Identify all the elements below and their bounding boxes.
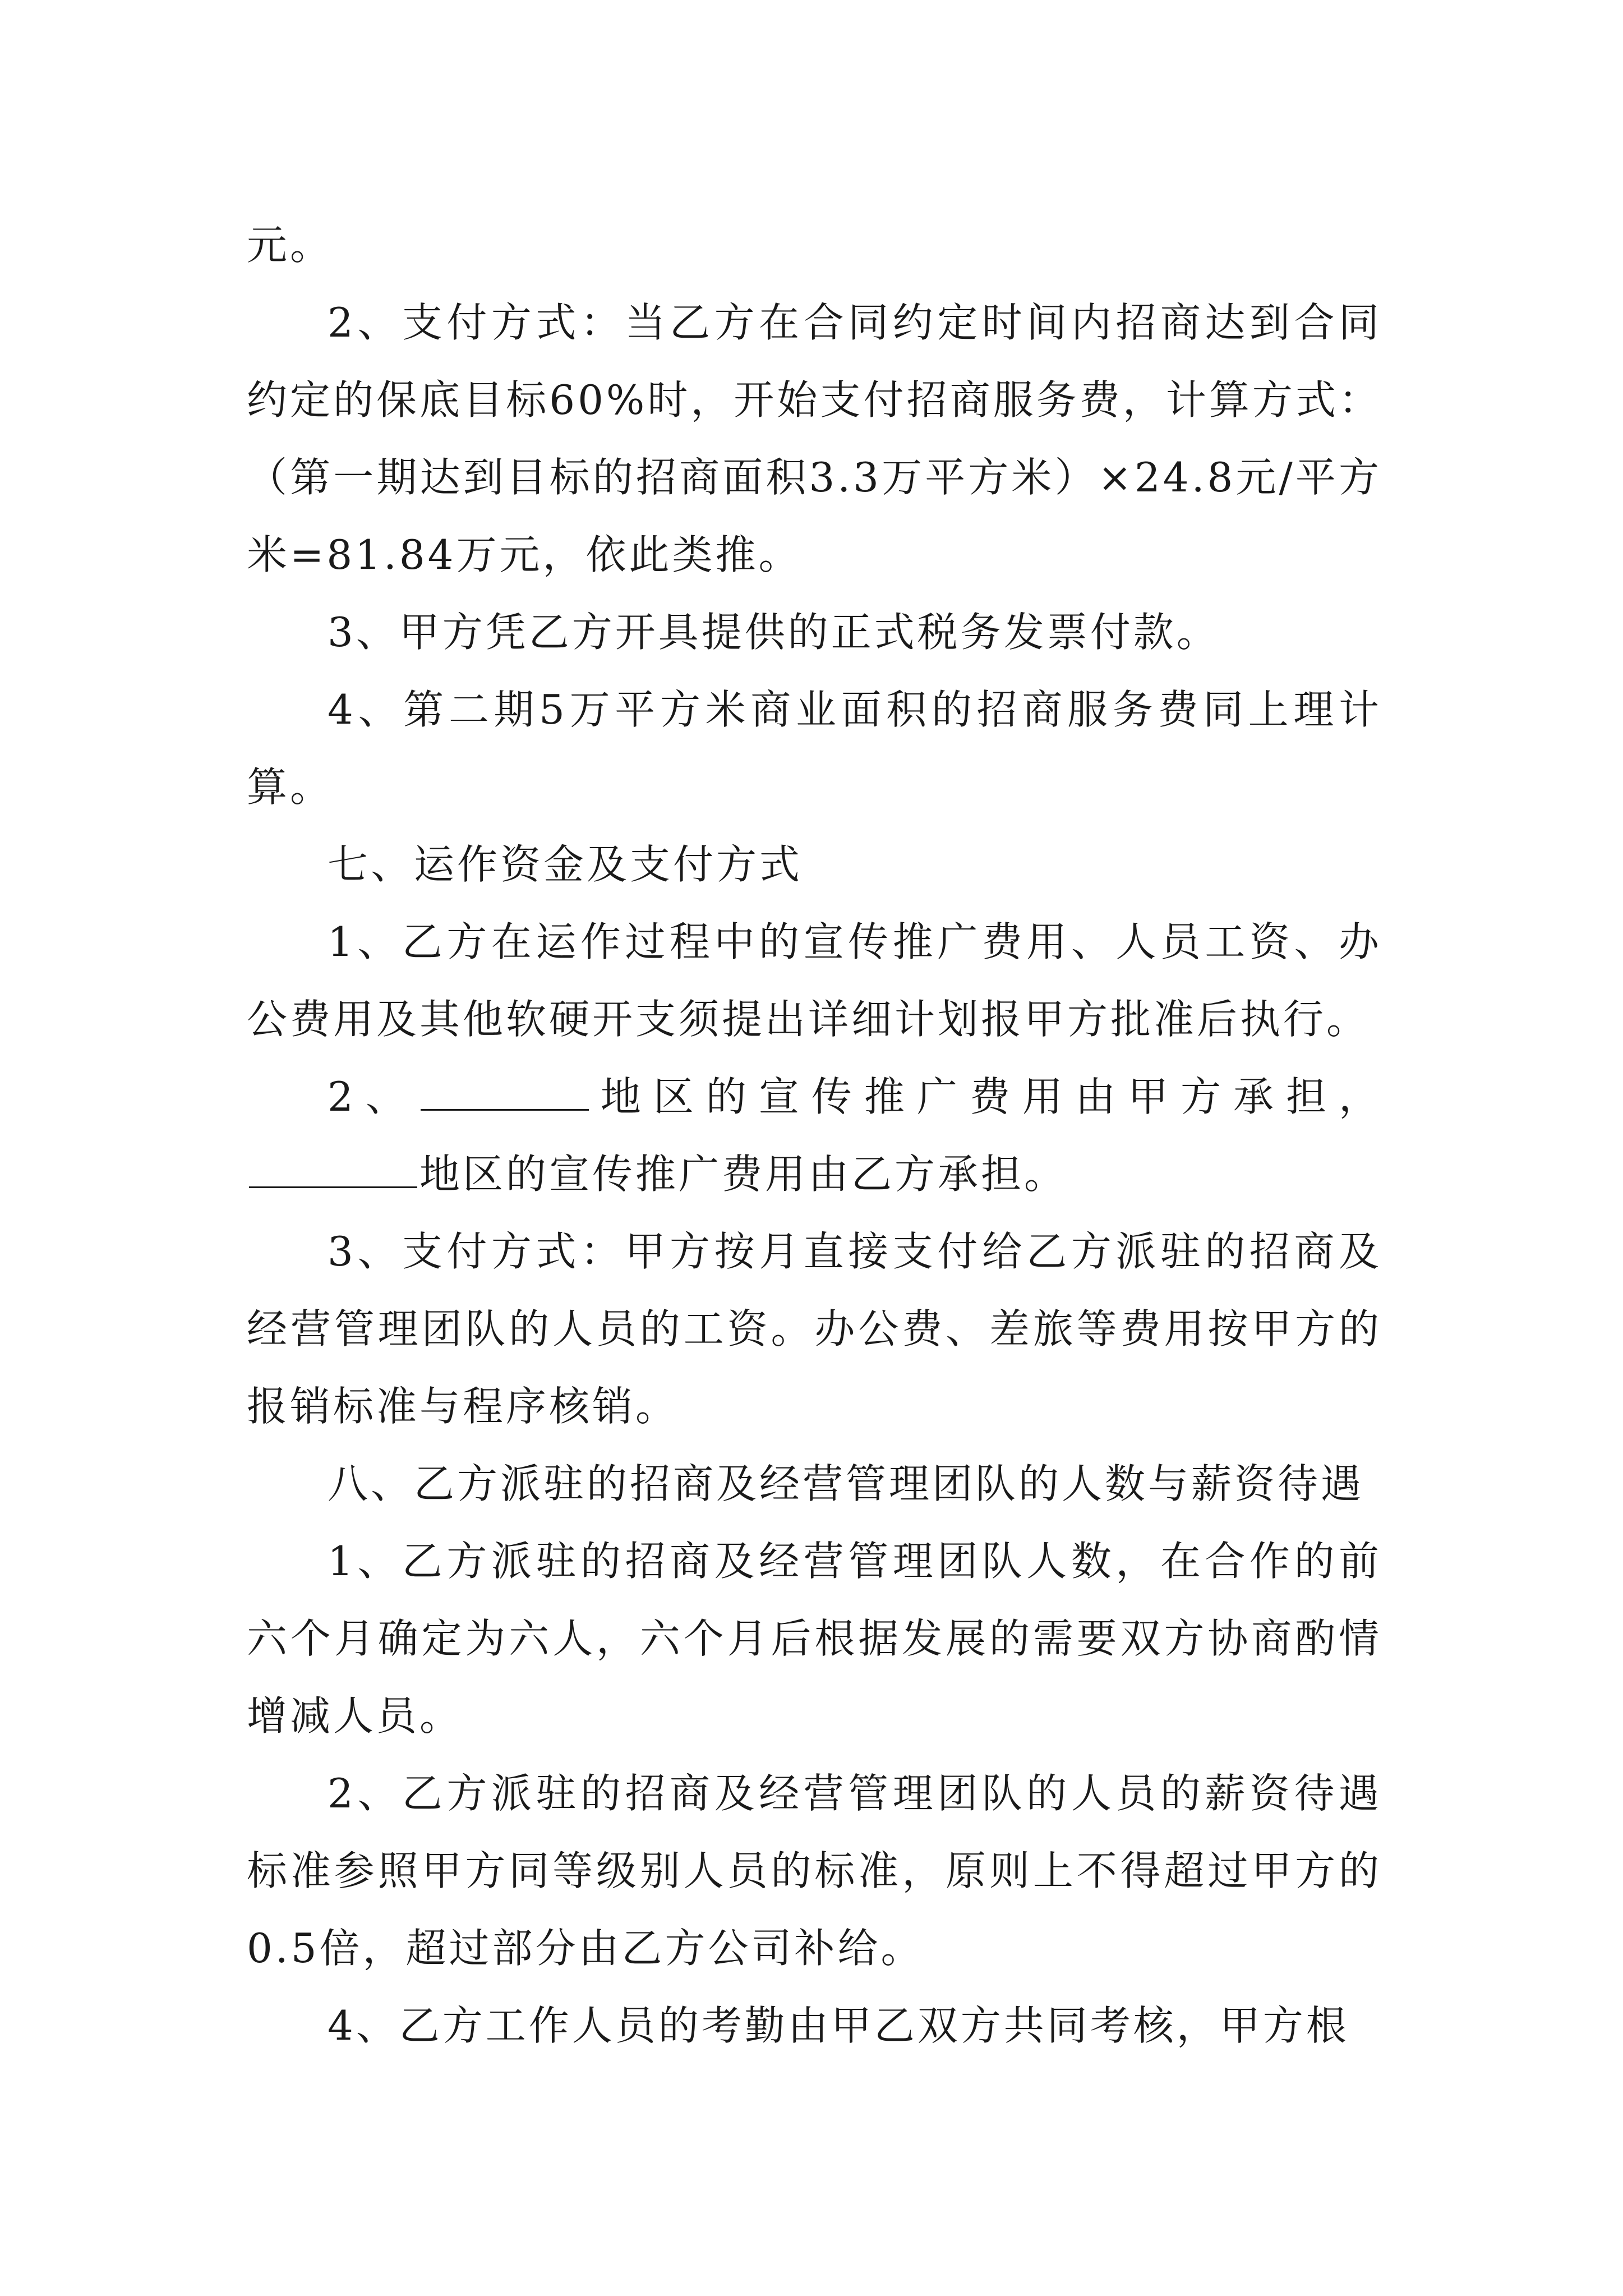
paragraph-salary-standard: 2、乙方派驻的招商及经营管理团队的人员的薪资待遇标准参照甲方同等级别人员的标准，原则上不得超过甲方的0.5倍，超过部分由乙方公司补给。	[247, 1770, 1382, 1972]
document-body	[247, 206, 1382, 2064]
paragraph-promotion-costs	[247, 1058, 1382, 1213]
promotion-prefix: 2、	[328, 1073, 418, 1120]
paragraph-payment-method: 2、支付方式：当乙方在合同约定时间内招商达到合同约定的保底目标60%时，开始支付招商服务费，计算方式：（第一期达到目标的招商面积3.3万平方米）×24.8元/平方米=81.84万元，依此类推。	[247, 299, 1382, 578]
section-heading-team-size: 八、乙方派驻的招商及经营管理团队的人数与薪资待遇	[328, 1460, 1364, 1507]
paragraph-continuation: 元。	[247, 222, 334, 269]
blank-region-b	[249, 1151, 417, 1188]
paragraph-operating-expenses: 1、乙方在运作过程中的宣传推广费用、人员工资、办公费用及其他软硬开支须提出详细计划报甲方批准后执行。	[247, 918, 1382, 1043]
paragraph-phase-two-fee: 4、第二期5万平方米商业面积的招商服务费同上理计算。	[247, 686, 1382, 811]
promotion-suffix: 地区的宣传推广费用由乙方承担。	[419, 1151, 1068, 1198]
paragraph-invoice: 3、甲方凭乙方开具提供的正式税务发票付款。	[328, 609, 1220, 656]
paragraph-team-headcount: 1、乙方派驻的招商及经营管理团队人数，在合作的前六个月确定为六人，六个月后根据发展的需要双方协商酌情增减人员。	[247, 1538, 1382, 1740]
promotion-middle: 地区的宣传推广费用由甲方承担，	[591, 1073, 1382, 1120]
paragraph-attendance: 4、乙方工作人员的考勤由甲乙双方共同考核，甲方根	[328, 2002, 1349, 2049]
paragraph-salary-payment: 3、支付方式：甲方按月直接支付给乙方派驻的招商及经营管理团队的人员的工资。办公费、差旅等费用按甲方的报销标准与程序核销。	[247, 1228, 1382, 1430]
blank-region-a	[421, 1073, 589, 1111]
section-heading-operating-funds: 七、运作资金及支付方式	[328, 841, 803, 888]
